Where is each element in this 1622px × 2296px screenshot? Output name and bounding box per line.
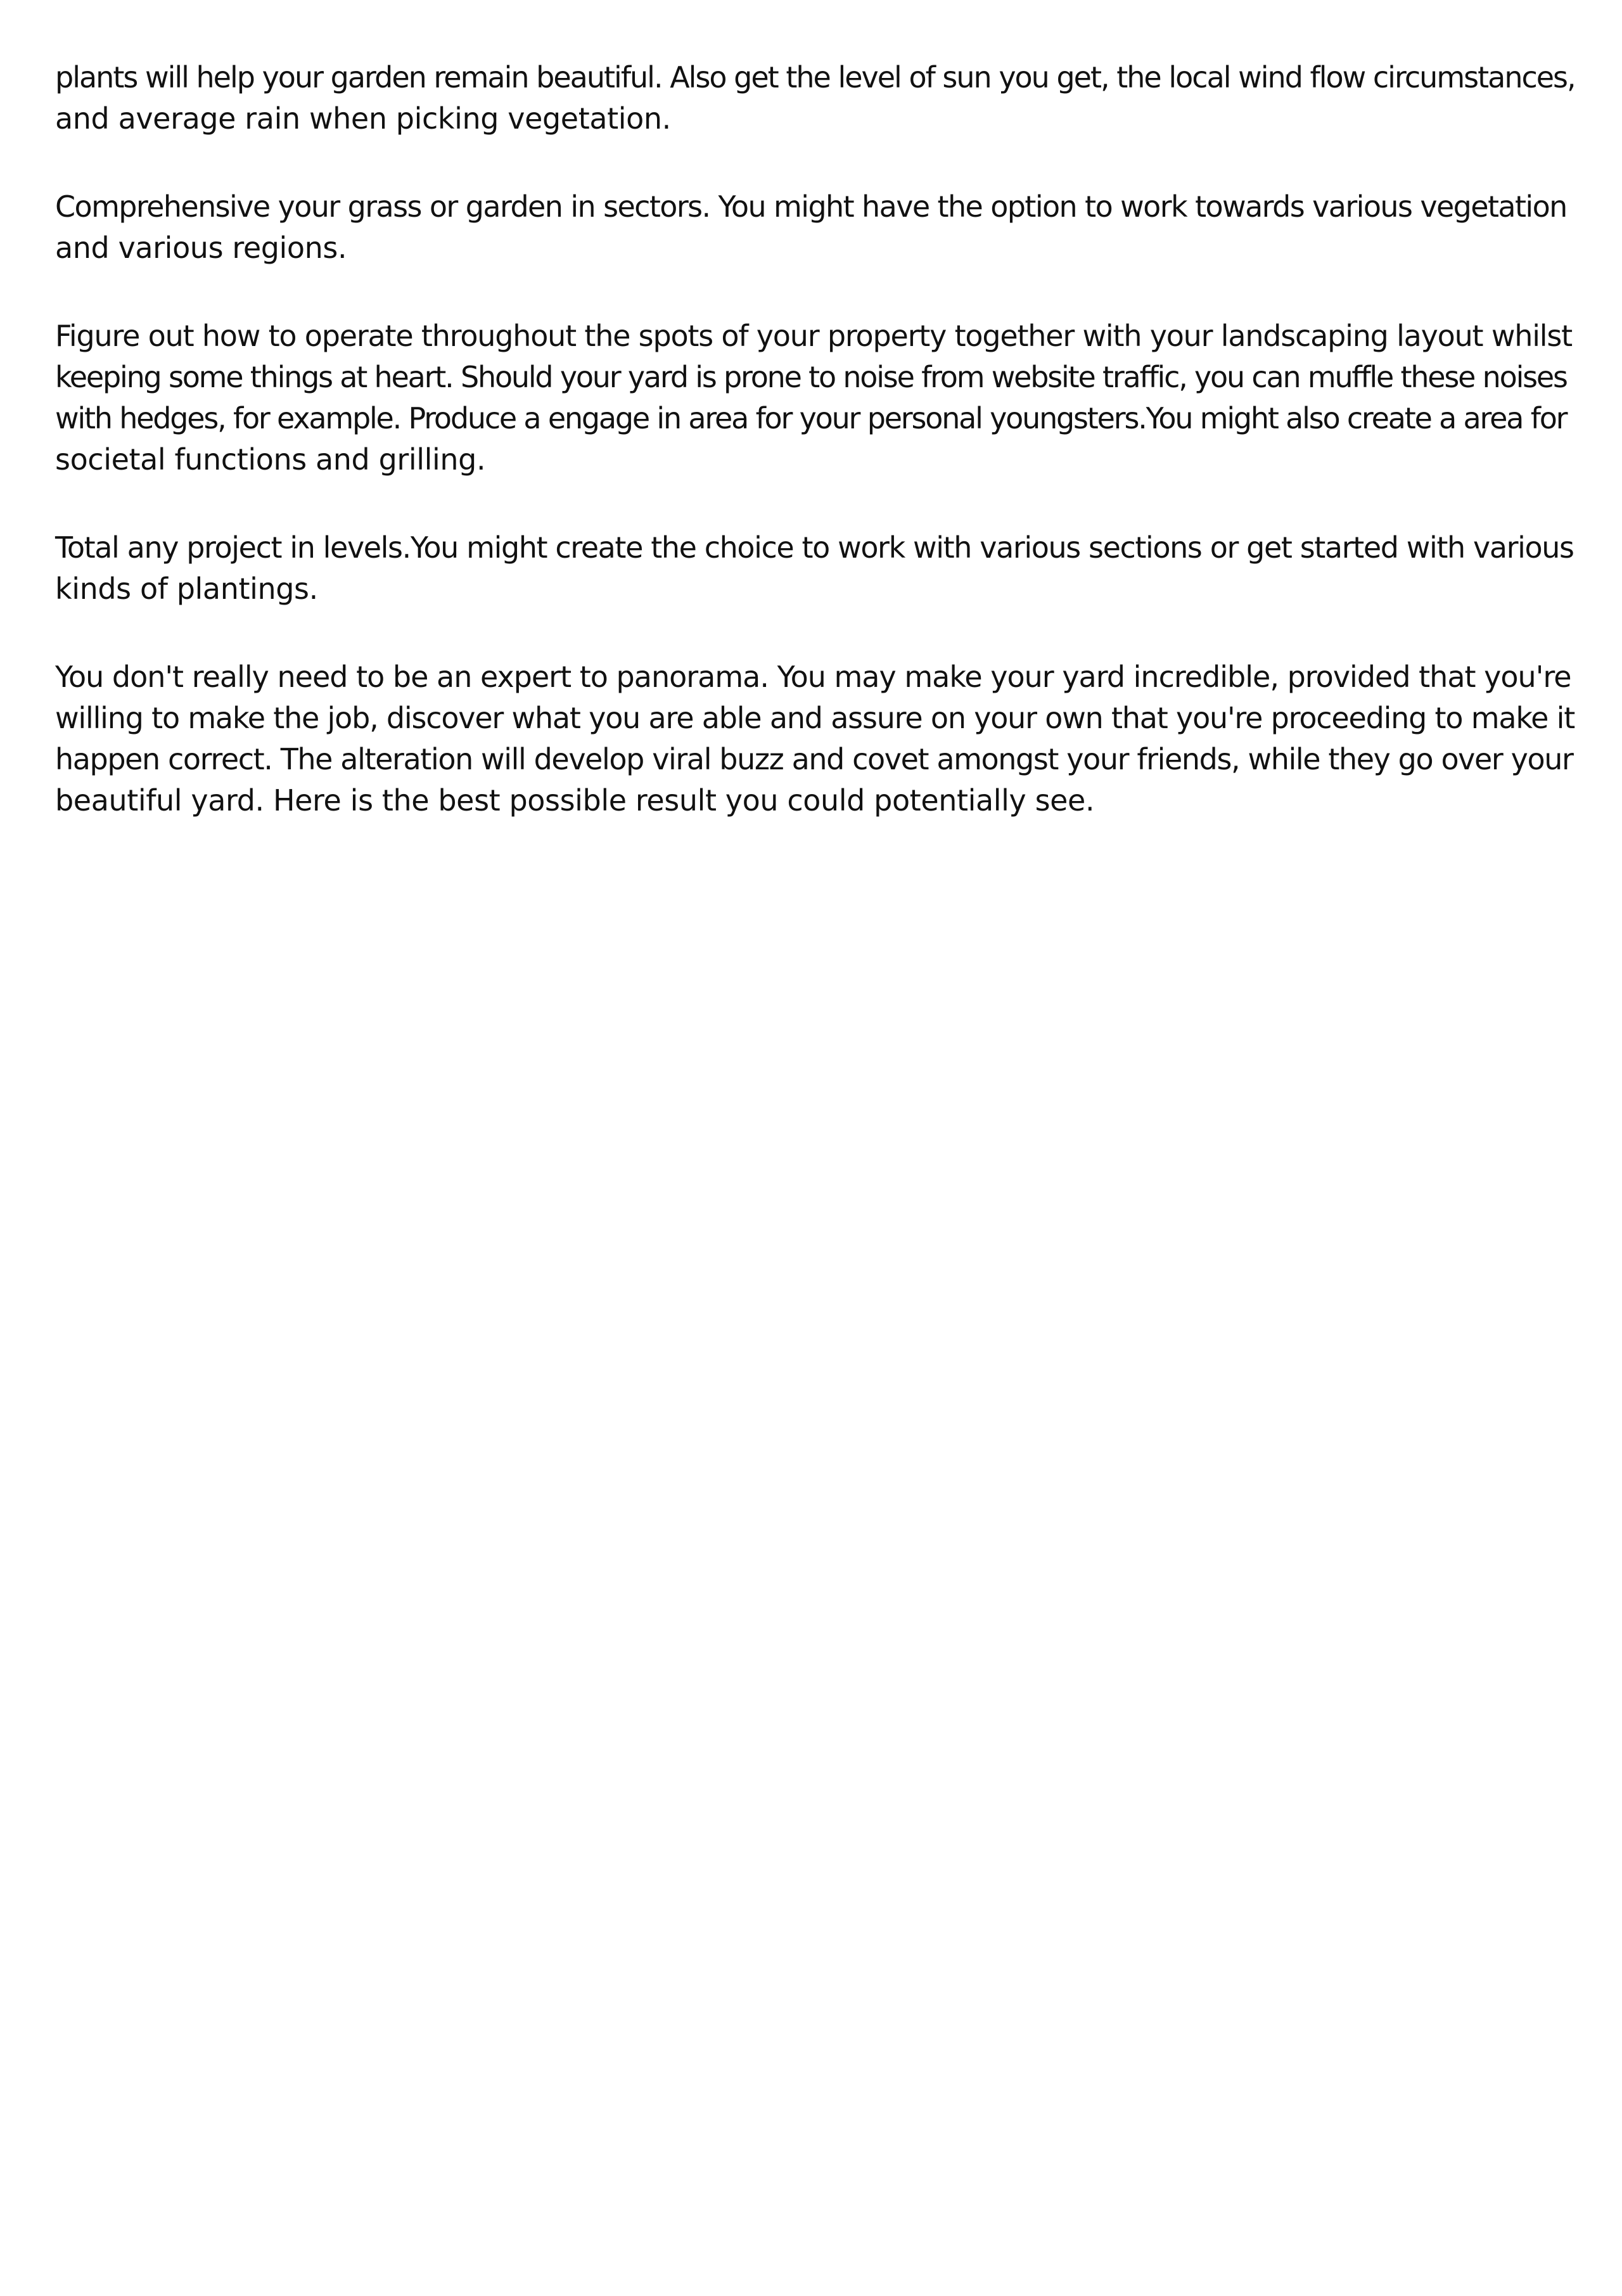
paragraph-5 [55,657,1576,821]
paragraph-1 [55,57,1576,139]
text-line: beautiful yard. Here is the best possible result you could potentially see. [55,783,1095,818]
text-line: Figure out how to operate throughout the spots of your property together with your landscaping layout whilst [55,319,1572,353]
text-line: You don't really need to be an expert to panorama. You may make your yard incredible, provided that you're [55,660,1571,694]
text-line: happen correct. The alteration will develop viral buzz and covet amongst your friends, while they go over your [55,742,1573,776]
paragraph-2 [55,186,1576,269]
text-line: societal functions and grilling. [55,442,486,477]
text-line: willing to make the job, discover what you are able and assure on your own that you're proceeding to make it [55,701,1575,735]
paragraph-4 [55,527,1576,610]
document-page [55,57,1576,868]
text-line: with hedges, for example. Produce a engage in area for your personal youngsters.You might also create a area for [55,401,1567,435]
text-line: and average rain when picking vegetation. [55,101,671,136]
text-line: kinds of plantings. [55,572,318,606]
text-line: Comprehensive your grass or garden in sectors. You might have the option to work towards various vegetation [55,189,1567,224]
text-line: Total any project in levels.You might create the choice to work with various sections or get started with various [55,530,1574,565]
text-line: keeping some things at heart. Should your yard is prone to noise from website traffic, you can muffle these noises [55,360,1567,394]
text-line: and various regions. [55,231,347,265]
paragraph-3 [55,316,1576,480]
text-line: plants will help your garden remain beautiful. Also get the level of sun you get, the local wind flow circumstances, [55,60,1575,94]
